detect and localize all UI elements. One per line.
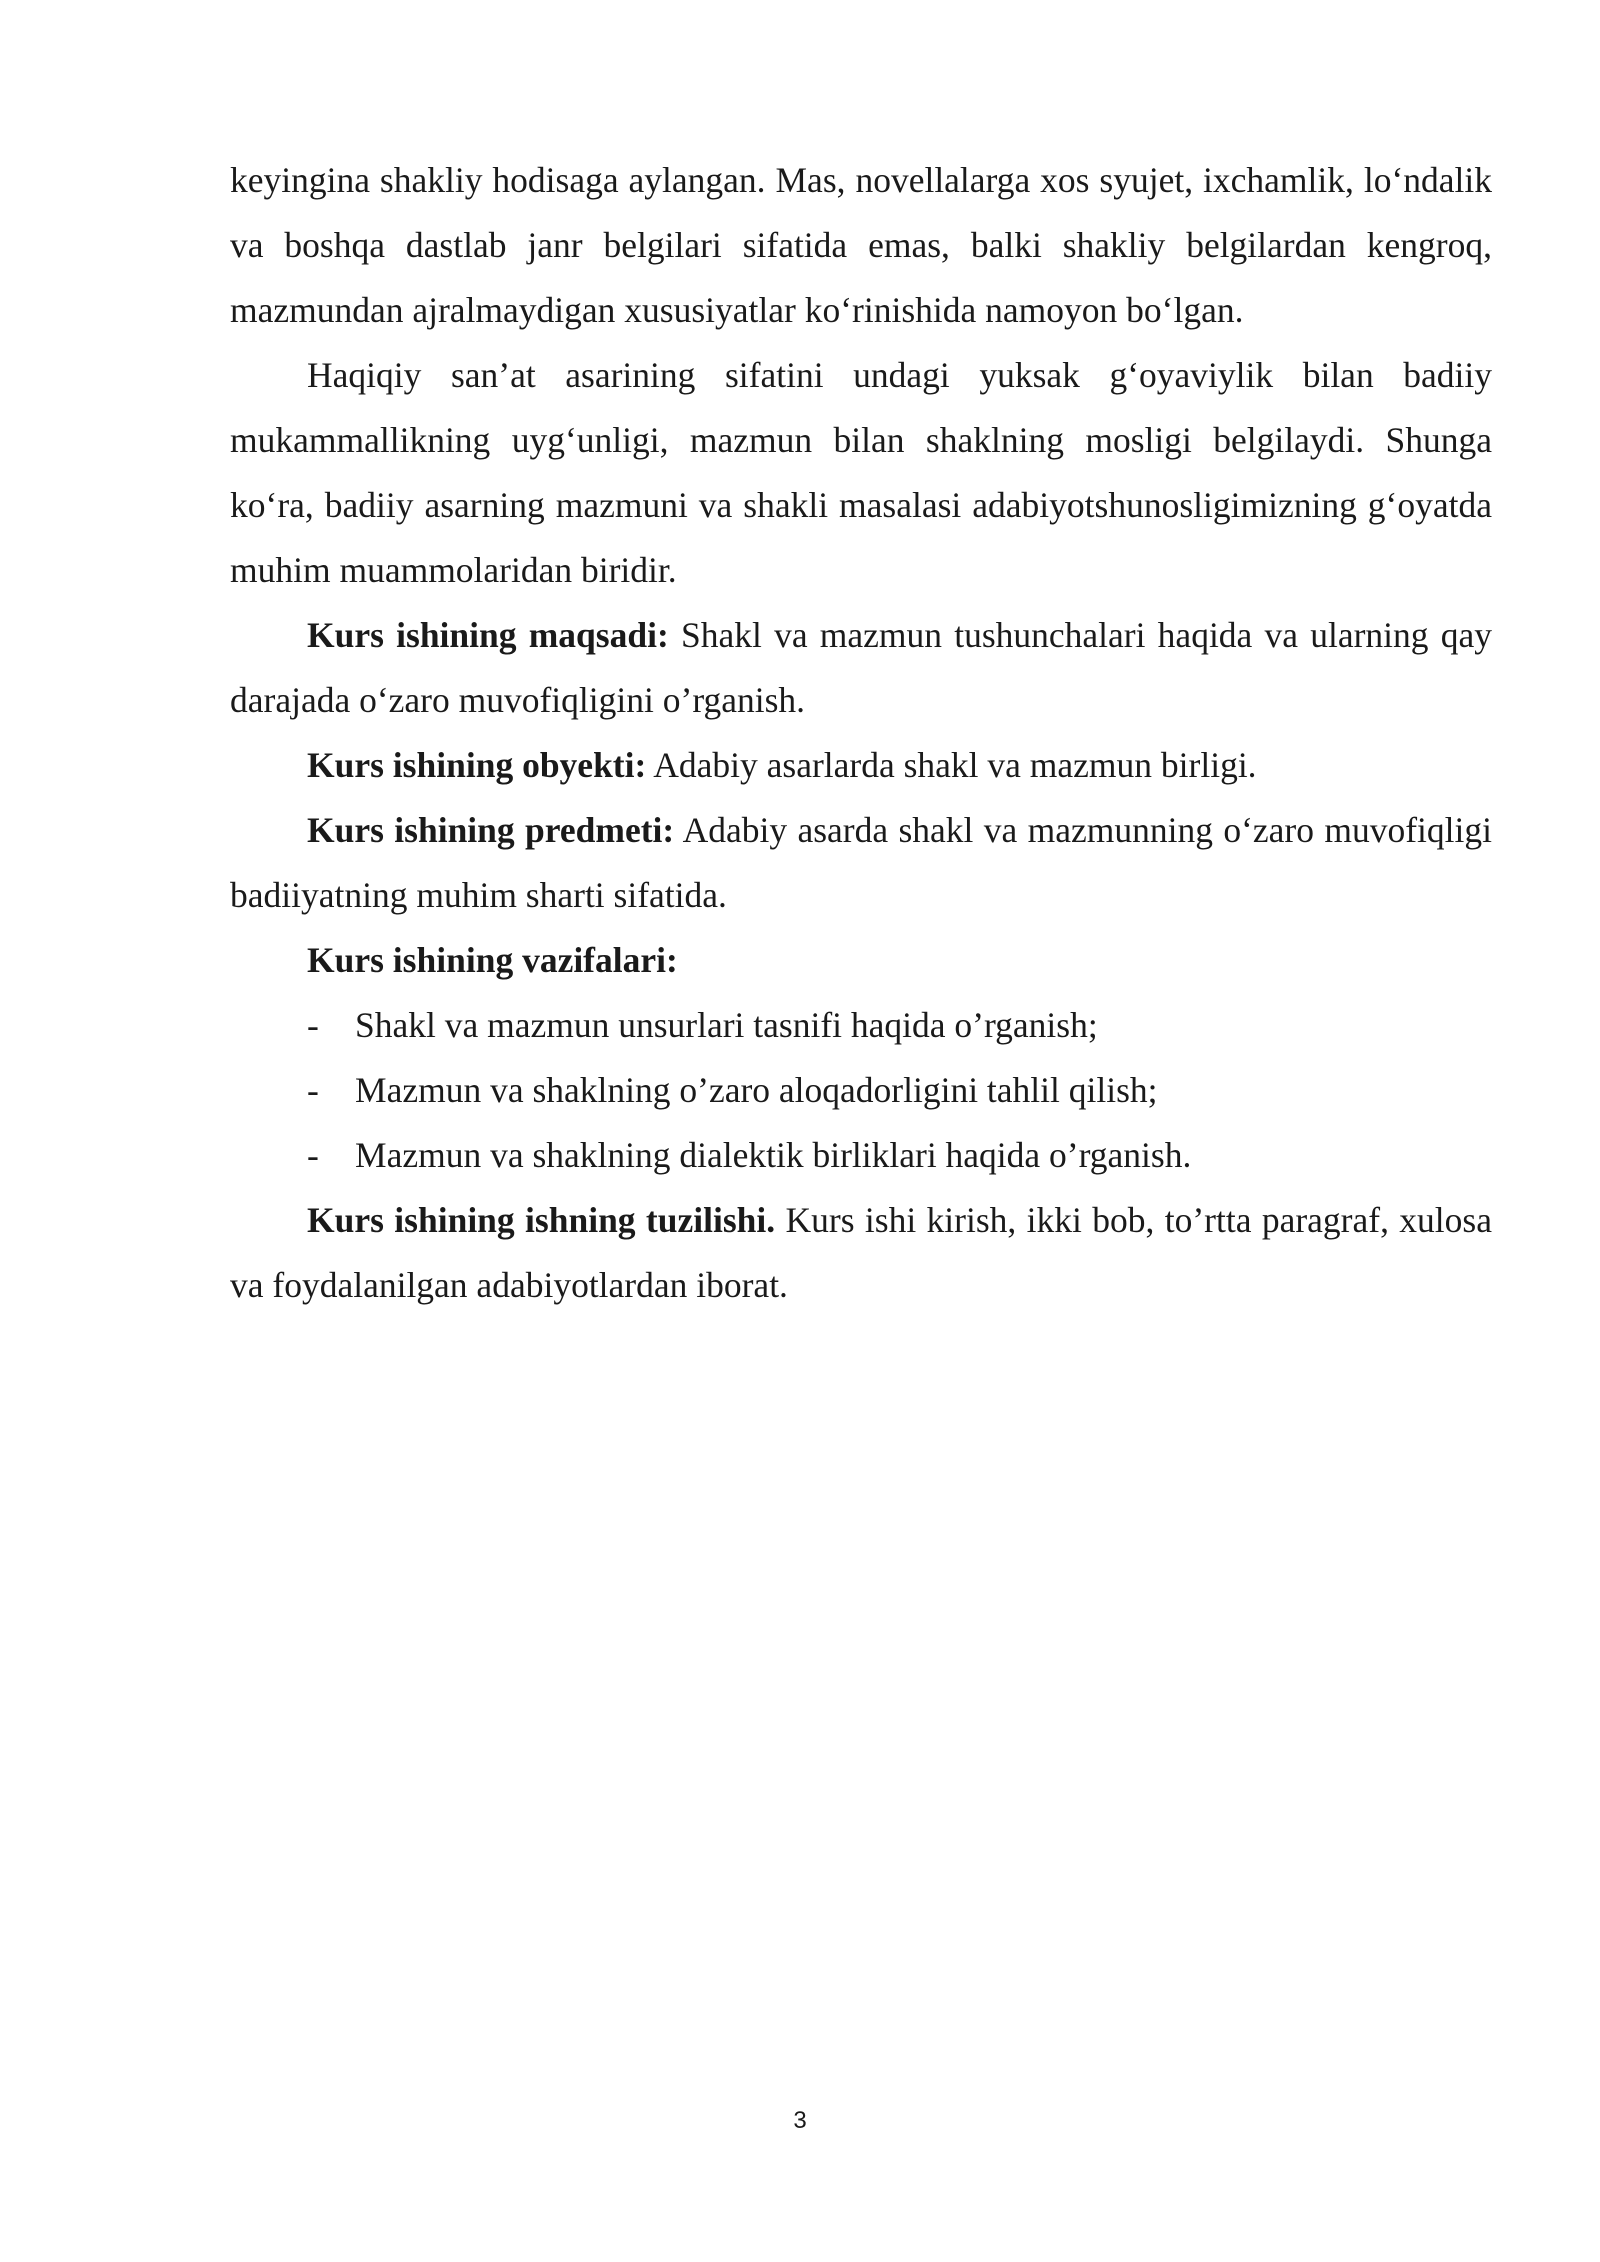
paragraph-intro-continuation: keyingina shakliy hodisaga aylangan. Mas, novellalarga xos syujet, ixchamlik, lo‘ndalik va boshqa dastlab janr belgilari sifatida emas, balki shakliy belgilardan kengroq, mazmundan ajralmaydigan xususiyatlar ko‘rinishida namoyon bo‘lgan.: [230, 160, 1492, 330]
paragraph-tasks-heading: [230, 928, 1492, 993]
subject-label: Kurs ishining predmeti:: [307, 810, 675, 850]
paragraph-goal: [230, 603, 1492, 733]
list-item-text: Mazmun va shaklning dialektik birliklari haqida o’rganish.: [355, 1135, 1192, 1175]
list-item-text: Shakl va mazmun unsurlari tasnifi haqida o’rganish;: [355, 1005, 1098, 1045]
goal-text: Shakl va mazmun tushunchalari haqida va ularning qay darajada o‘zaro muvofiqligini o’rganish.: [230, 615, 1492, 720]
tasks-list: [230, 993, 1492, 1188]
structure-label: Kurs ishining ishning tuzilishi.: [307, 1200, 776, 1240]
list-item: [230, 1058, 1492, 1123]
list-bullet: -: [307, 1135, 319, 1175]
list-item-text: Mazmun va shaklning o’zaro aloqadorligini tahlil qilish;: [355, 1070, 1158, 1110]
goal-label: Kurs ishining maqsadi:: [307, 615, 669, 655]
object-label: Kurs ishining obyekti:: [307, 745, 647, 785]
paragraph-object: [230, 733, 1492, 798]
object-text: Adabiy asarlarda shakl va mazmun birligi.: [646, 745, 1257, 785]
page-body: [230, 148, 1492, 1318]
list-item: [230, 993, 1492, 1058]
tasks-label: Kurs ishining vazifalari:: [307, 940, 678, 980]
subject-text: Adabiy asarda shakl va mazmunning o‘zaro muvofiqligi badiiyatning muhim sharti sifatida.: [230, 810, 1492, 915]
page-number: 3: [793, 2107, 807, 2134]
list-item: [230, 1123, 1492, 1188]
list-bullet: -: [307, 1005, 319, 1045]
paragraph-subject: [230, 798, 1492, 928]
structure-text: Kurs ishi kirish, ikki bob, to’rtta paragraf, xulosa va foydalanilgan adabiyotlardan iborat.: [230, 1200, 1492, 1305]
paragraph-structure: [230, 1188, 1492, 1318]
list-bullet: -: [307, 1070, 319, 1110]
paragraph-art-quality: Haqiqiy san’at asarining sifatini undagi yuksak g‘oyaviylik bilan badiiy mukammallikning uyg‘unligi, mazmun bilan shaklning mosligi belgilaydi. Shunga ko‘ra, badiiy asarning mazmuni va shakli masalasi adabiyotshunosligimizning g‘oyatda muhim muammolaridan biridir.: [230, 355, 1492, 590]
